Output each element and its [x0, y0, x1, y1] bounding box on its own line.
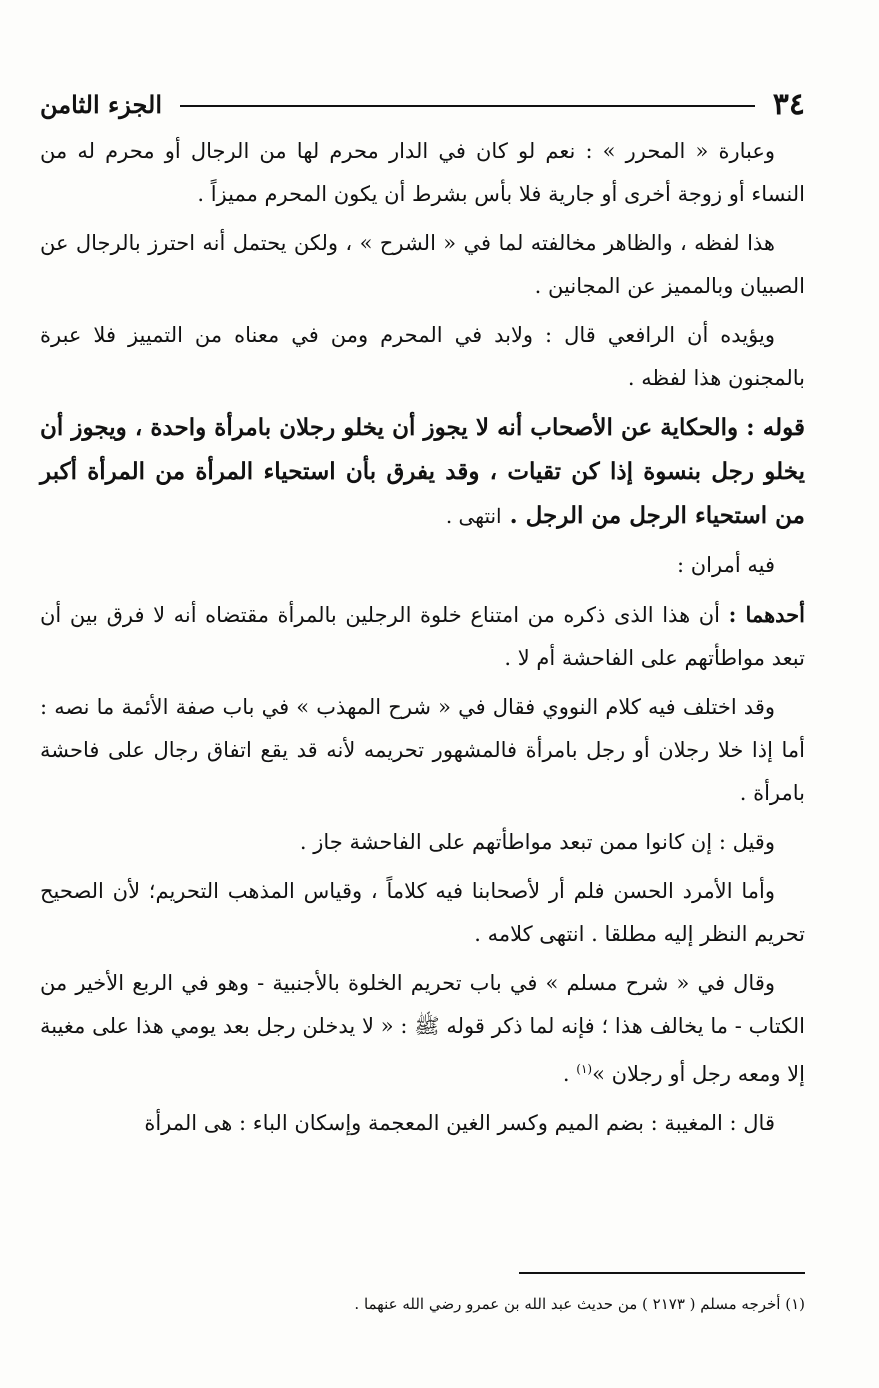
matters-intro: فيه أمران :: [677, 553, 775, 577]
page-header: [40, 84, 805, 124]
running-title: الجزء الثامن: [40, 89, 163, 119]
page-number: ٣٤: [772, 86, 805, 122]
paragraph-mughiba: قال : المغيبة : بضم الميم وكسر الغين المعجمة وإسكان الباء : هى المرأة: [144, 1111, 775, 1135]
paragraph-amrad: وأما الأمرد الحسن فلم أر لأصحابنا فيه كلاماً ، وقياس المذهب التحريم؛ لأن الصحيح تحريم النظر إليه مطلقا . انتهى كلامه .: [40, 879, 805, 946]
sharh-muslim-text: وقال في « شرح مسلم » في باب تحريم الخلوة بالأجنبية - وهو في الربع الأخير من الكتاب - ما يخالف هذا ؛ فإنه لما ذكر قوله ﷺ : « لا يدخلن رجل بعد يومي هذا على مغيبة إلا ومعه رجل أو رجلان »: [40, 971, 805, 1086]
footnote-rule: [519, 1272, 805, 1274]
first-matter: [40, 593, 805, 680]
header-rule: [180, 105, 755, 107]
footnote-ref[interactable]: (١): [576, 1062, 593, 1076]
quoted-text-body: قوله : والحكاية عن الأصحاب أنه لا يجوز أن يخلو رجلان بامرأة واحدة ، ويجوز أن يخلو رجل بنسوة إذا كن تقيات ، وقد يفرق بأن استحياء المرأة من المرأة أكبر من استحياء الرجل من الرجل .: [40, 414, 805, 529]
sharh-muslim-end: .: [562, 1062, 577, 1086]
paragraph-rafii: ويؤيده أن الرافعي قال : ولابد في المحرم ومن في معناه من التمييز فلا عبرة بالمجنون هذا لفظه .: [40, 323, 805, 390]
paragraph-nawawi: وقد اختلف فيه كلام النووي فقال في « شرح المهذب » في باب صفة الأئمة ما نصه : أما إذا خلا رجلان أو رجل بامرأة فالمشهور تحريمه لأنه قد يقع اتفاق رجال على فاحشة بامرأة .: [40, 695, 805, 805]
paragraph-muharrar: وعبارة « المحرر » : نعم لو كان في الدار محرم لها من الرجال أو محرم له من النساء أو زوجة أخرى أو جارية فلا بأس بشرط أن يكون المحرم مميزاً .: [40, 139, 805, 206]
quoted-text-end: انتهى .: [445, 504, 502, 528]
footnote: (١) أخرجه مسلم ( ٢١٧٣ ) من حديث عبد الله بن عمرو رضي الله عنهما .: [354, 1295, 805, 1313]
quoted-text: [40, 406, 805, 538]
first-matter-text: أن هذا الذى ذكره من امتناع خلوة الرجلين بالمرأة مقتضاه أنه لا فرق بين أن تبعد مواطأتهم على الفاحشة أم لا .: [40, 603, 805, 670]
paragraph-lafzuhu: هذا لفظه ، والظاهر مخالفته لما في « الشرح » ، ولكن يحتمل أنه احترز بالرجال عن الصبيان وبالمميز عن المجانين .: [40, 231, 805, 298]
first-matter-lead: أحدهما :: [728, 602, 805, 627]
paragraph-qila: وقيل : إن كانوا ممن تبعد مواطأتهم على الفاحشة جاز .: [299, 830, 775, 854]
paragraph-sharh-muslim: [40, 962, 805, 1096]
